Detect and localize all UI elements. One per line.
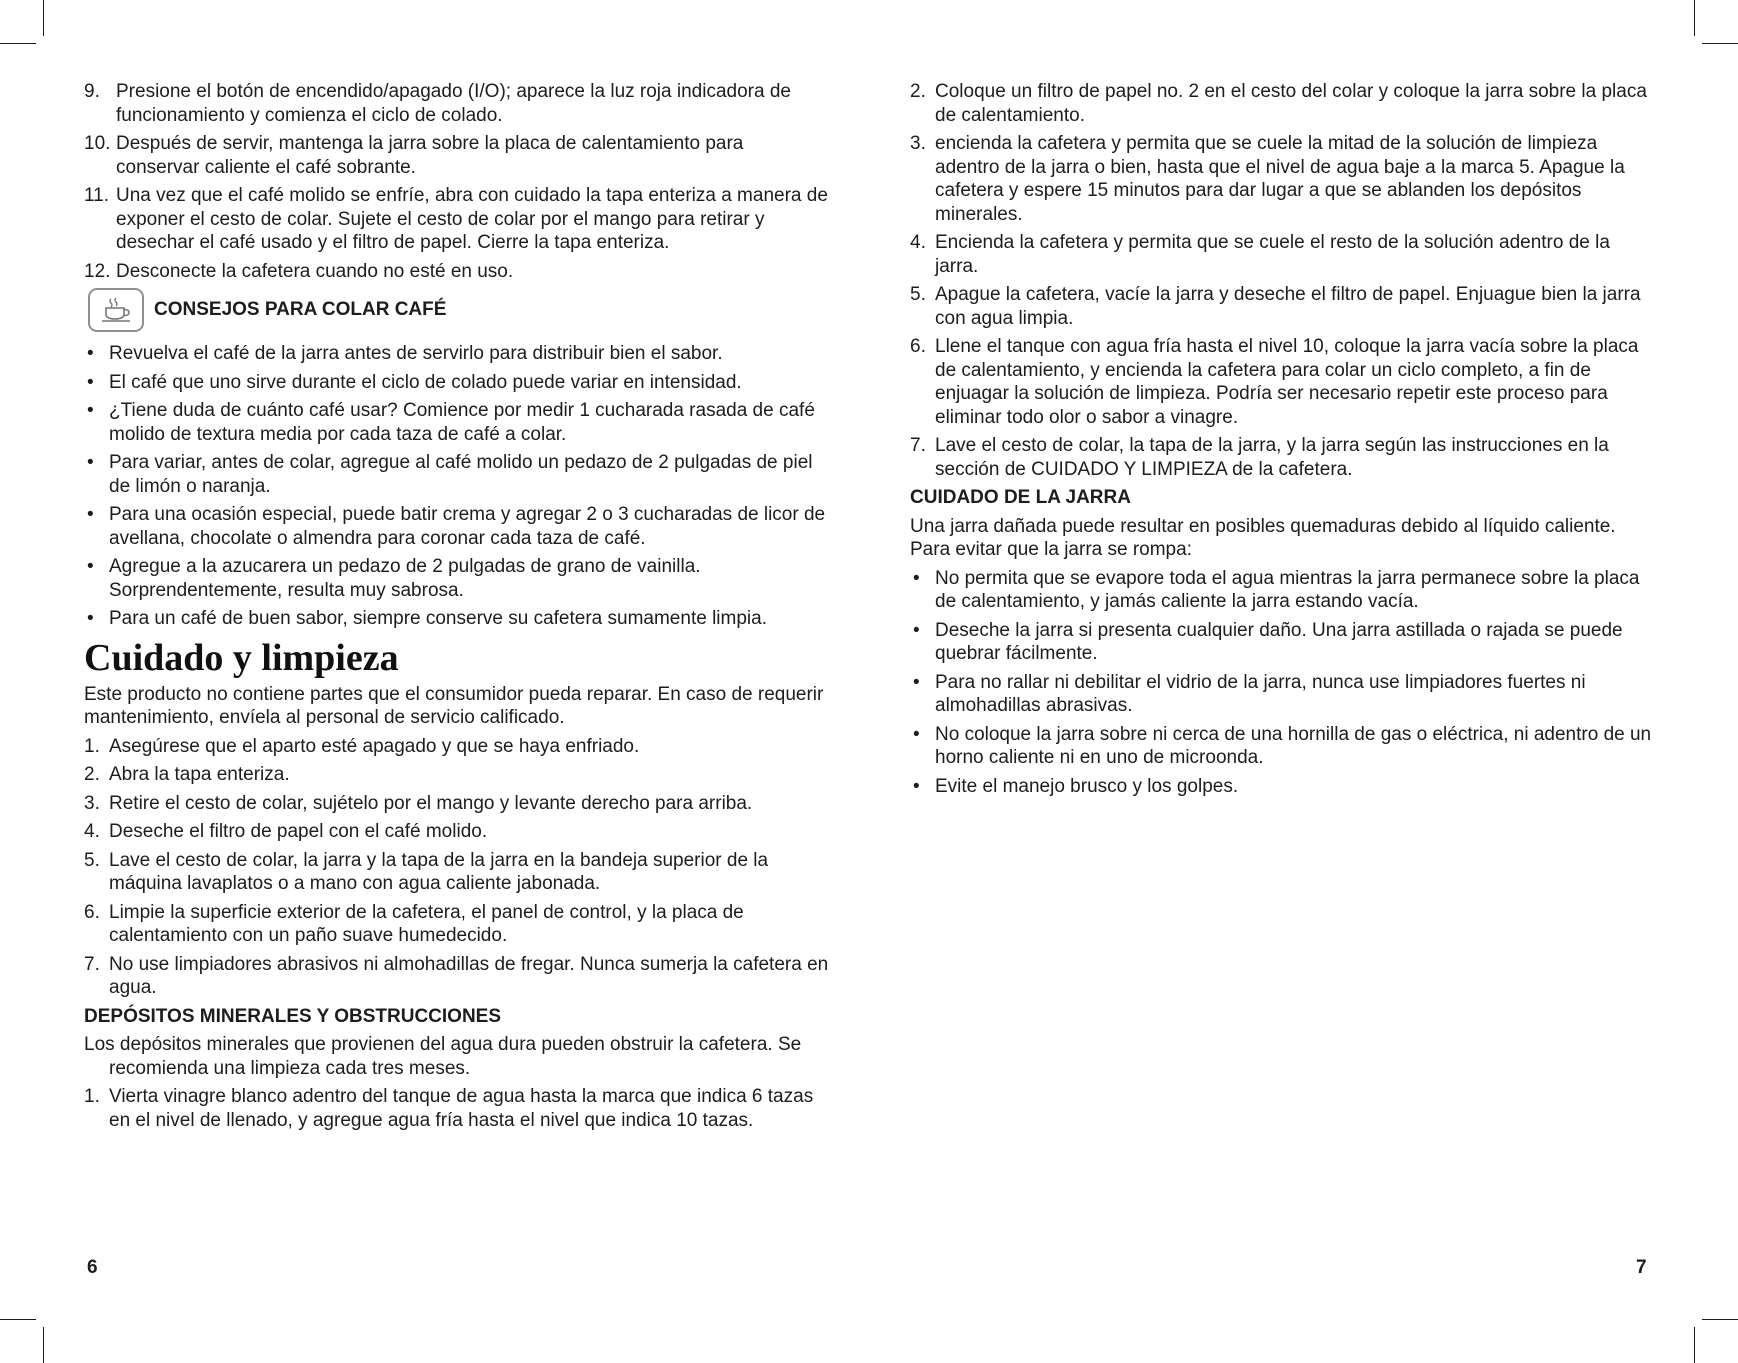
bullet-dot: • <box>87 504 94 525</box>
list-number: 9. <box>84 81 100 102</box>
list-number: 7. <box>84 953 100 975</box>
bullet-item <box>910 723 1655 770</box>
page-number-left: 6 <box>87 1257 98 1278</box>
tips-heading: CONSEJOS PARA COLAR CAFÉ <box>154 299 447 321</box>
mineral-steps-cont <box>910 80 1655 481</box>
bullet-dot: • <box>87 343 94 364</box>
bullet-text: Para una ocasión especial, puede batir crema y agregar 2 o 3 cucharadas de licor de avellana, chocolate o almendra para coronar cada taza de café. <box>109 504 826 549</box>
list-text: Presione el botón de encendido/apagado (I/O); aparece la luz roja indicadora de funcionamiento y comienza el ciclo de colado. <box>116 81 791 126</box>
crop-mark <box>43 0 44 36</box>
page-number-right: 7 <box>1636 1257 1647 1278</box>
bullet-text: Para no rallar ni debilitar el vidrio de la jarra, nunca use limpiadores fuertes ni almohadillas abrasivas. <box>935 671 1586 716</box>
brewing-steps <box>84 80 829 283</box>
bullet-text: Para variar, antes de colar, agregue al café molido un pedazo de 2 pulgadas de piel de limón o naranja. <box>109 452 813 497</box>
list-item <box>84 80 829 127</box>
list-item <box>84 260 829 284</box>
list-item <box>910 231 1655 278</box>
bullet-text: Evite el manejo brusco y los golpes. <box>935 775 1239 797</box>
carafe-heading: CUIDADO DE LA JARRA <box>910 487 1131 508</box>
list-text: Llene el tanque con agua fría hasta el nivel 10, coloque la jarra vacía sobre la placa de calentamiento, y encienda la cafetera para colar un ciclo completo, a fin de enjuagar la solución de limpieza. Podría ser necesario repetir este proceso para eliminar todo olor o sabor a vinagre. <box>935 336 1639 428</box>
list-text: Una vez que el café molido se enfríe, abra con cuidado la tapa enteriza a manera de exponer el cesto de colar. Sujete el cesto de colar por el mango para retirar y desechar el café usado y el filtro de papel. Cierre la tapa enteriza. <box>116 185 828 253</box>
list-number: 2. <box>84 764 100 785</box>
list-text: Coloque un filtro de papel no. 2 en el cesto del colar y coloque la jarra sobre la placa de calentamiento. <box>935 81 1647 126</box>
carafe-bullets <box>910 567 1655 799</box>
list-item <box>910 132 1655 226</box>
list-text: encienda la cafetera y permita que se cuele la mitad de la solución de limpieza adentro de la jarra o bien, hasta que el nivel de agua baje a la marca 5. Apague la cafetera y espere 15 minutos para dar lugar a que se ablanden los depósitos minerales. <box>935 133 1625 225</box>
care-steps <box>84 735 829 1000</box>
list-item <box>84 184 829 255</box>
carafe-intro: Una jarra dañada puede resultar en posibles quemaduras debido al líquido caliente. Para evitar que la jarra se rompa: <box>910 515 1616 560</box>
bullet-item <box>910 619 1655 666</box>
crop-mark <box>43 1327 44 1363</box>
list-text: Deseche el filtro de papel con el café molido. <box>109 821 488 842</box>
bullet-dot: • <box>87 556 94 577</box>
mineral-steps <box>84 1085 829 1132</box>
list-number: 7. <box>910 435 926 456</box>
mineral-heading: DEPÓSITOS MINERALES Y OBSTRUCCIONES <box>84 1005 502 1027</box>
bullet-item <box>84 503 829 550</box>
list-number: 5. <box>910 284 926 305</box>
list-item <box>84 792 829 816</box>
list-number: 4. <box>84 821 100 842</box>
list-item <box>84 132 829 179</box>
list-number: 4. <box>910 232 926 253</box>
bullet-text: Para un café de buen sabor, siempre conserve su cafetera sumamente limpia. <box>109 608 767 629</box>
bullet-dot: • <box>87 452 94 473</box>
list-item <box>84 901 829 948</box>
list-number: 6. <box>910 336 926 357</box>
bullet-text: ¿Tiene duda de cuánto café usar? Comience por medir 1 cucharada rasada de café molido de textura media por cada taza de café a colar. <box>109 400 815 445</box>
coffee-cup-icon <box>88 288 144 332</box>
crop-mark <box>0 43 36 44</box>
mineral-intro: Los depósitos minerales que provienen del agua dura pueden obstruir la cafetera. Se recomienda una limpieza cada tres meses. <box>84 1034 802 1079</box>
list-item <box>84 953 829 1000</box>
list-number: 12. <box>84 260 111 282</box>
bullet-dot: • <box>913 567 920 589</box>
bullet-text: Revuelva el café de la jarra antes de servirlo para distribuir bien el sabor. <box>109 343 723 364</box>
list-text: Vierta vinagre blanco adentro del tanque de agua hasta la marca que indica 6 tazas en el nivel de llenado, y agregue agua fría hasta el nivel que indica 10 tazas. <box>109 1086 814 1131</box>
bullet-text: Agregue a la azucarera un pedazo de 2 pulgadas de grano de vainilla. Sorprendentemente, resulta muy sabrosa. <box>109 556 701 601</box>
bullet-item <box>910 775 1655 799</box>
list-text: Después de servir, mantenga la jarra sobre la placa de calentamiento para conservar caliente el café sobrante. <box>116 133 744 178</box>
list-text: Limpie la superficie exterior de la cafetera, el panel de control, y la placa de calentamiento con un paño suave humedecido. <box>109 901 744 946</box>
bullet-item <box>84 342 829 366</box>
crop-mark <box>1702 43 1738 44</box>
bullet-dot: • <box>87 608 94 629</box>
care-title: Cuidado y limpieza <box>84 636 399 679</box>
left-page <box>84 80 829 1137</box>
list-item <box>910 434 1655 481</box>
list-number: 11. <box>84 185 110 206</box>
list-text: Retire el cesto de colar, sujételo por el mango y levante derecho para arriba. <box>109 792 753 814</box>
list-text: Encienda la cafetera y permita que se cuele el resto de la solución adentro de la jarra. <box>935 232 1610 277</box>
care-intro: Este producto no contiene partes que el consumidor pueda reparar. En caso de requerir mantenimiento, envíela al personal de servicio calificado. <box>84 683 824 728</box>
tips-list <box>84 342 829 631</box>
crop-mark <box>1694 1327 1695 1363</box>
bullet-text: El café que uno sirve durante el ciclo de colado puede variar en intensidad. <box>109 371 742 393</box>
list-text: Lave el cesto de colar, la jarra y la tapa de la jarra en la bandeja superior de la máquina lavaplatos o a mano con agua caliente jabonada. <box>109 849 769 894</box>
bullet-text: No permita que se evapore toda el agua mientras la jarra permanece sobre la placa de calentamiento, y jamás caliente la jarra estando vacía. <box>935 567 1640 612</box>
bullet-item <box>910 567 1655 614</box>
list-text: Desconecte la cafetera cuando no esté en uso. <box>116 260 514 282</box>
bullet-text: No coloque la jarra sobre ni cerca de una hornilla de gas o eléctrica, ni adentro de un horno caliente ni en uno de microonda. <box>935 723 1652 768</box>
list-item <box>910 80 1655 127</box>
crop-mark <box>1702 1319 1738 1320</box>
bullet-text: Deseche la jarra si presenta cualquier daño. Una jarra astillada o rajada se puede quebrar fácilmente. <box>935 619 1623 664</box>
list-text: Abra la tapa enteriza. <box>109 764 290 785</box>
bullet-dot: • <box>913 775 920 797</box>
bullet-dot: • <box>913 619 920 641</box>
bullet-dot: • <box>87 371 94 393</box>
list-text: Lave el cesto de colar, la tapa de la jarra, y la jarra según las instrucciones en la sección de CUIDADO Y LIMPIEZA de la cafetera. <box>935 435 1609 480</box>
crop-mark <box>1694 0 1695 36</box>
bullet-item <box>910 671 1655 718</box>
tips-header <box>88 288 829 332</box>
bullet-item <box>84 607 829 631</box>
list-number: 10. <box>84 133 111 154</box>
crop-mark <box>0 1319 36 1320</box>
list-item <box>84 735 829 759</box>
list-text: Apague la cafetera, vacíe la jarra y deseche el filtro de papel. Enjuague bien la jarra con agua limpia. <box>935 284 1641 329</box>
bullet-item <box>84 451 829 498</box>
list-item <box>910 283 1655 330</box>
right-page <box>910 80 1655 803</box>
list-item <box>84 849 829 896</box>
bullet-dot: • <box>913 723 920 745</box>
list-number: 6. <box>84 901 100 923</box>
list-number: 2. <box>910 81 926 102</box>
list-number: 3. <box>910 133 926 154</box>
bullet-dot: • <box>913 671 920 693</box>
list-item <box>84 763 829 787</box>
list-item <box>910 335 1655 429</box>
list-number: 3. <box>84 792 100 814</box>
list-text: No use limpiadores abrasivos ni almohadillas de fregar. Nunca sumerja la cafetera en agua. <box>109 953 829 998</box>
bullet-item <box>84 371 829 395</box>
bullet-dot: • <box>87 400 94 421</box>
list-text: Asegúrese que el aparto esté apagado y que se haya enfriado. <box>109 735 640 757</box>
bullet-item <box>84 555 829 602</box>
bullet-item <box>84 399 829 446</box>
list-number: 1. <box>84 1086 100 1107</box>
list-item <box>84 1085 829 1132</box>
list-item <box>84 820 829 844</box>
list-number: 1. <box>84 735 100 757</box>
list-number: 5. <box>84 849 100 871</box>
